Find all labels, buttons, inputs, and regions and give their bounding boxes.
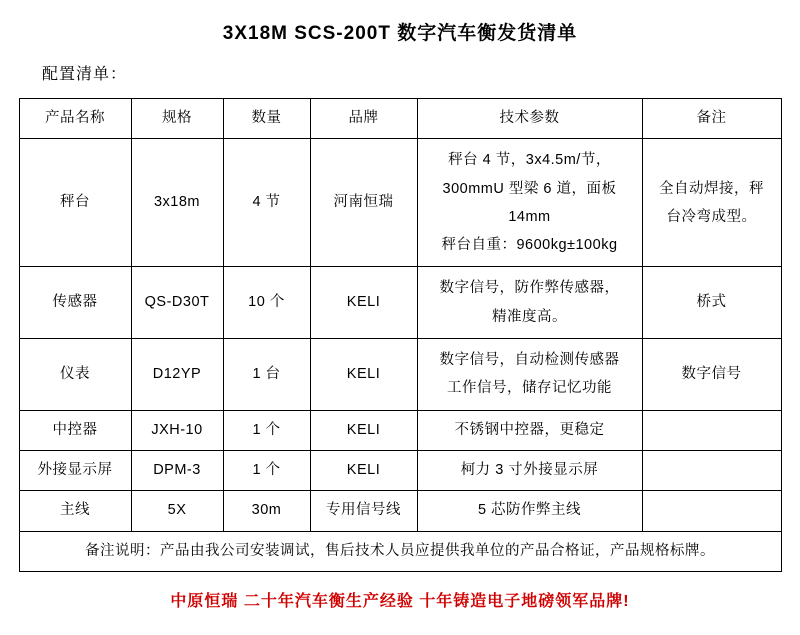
cell-brand: KELI [310, 450, 417, 490]
cell-brand: KELI [310, 338, 417, 410]
cell-brand: 专用信号线 [310, 491, 417, 531]
cell-brand: KELI [310, 267, 417, 339]
tech-line: 数字信号，防作弊传感器， [439, 280, 620, 297]
cell-brand: KELI [310, 410, 417, 450]
cell-product-name: 主线 [19, 491, 131, 531]
tech-line: 秤台自重：9600kg±100kg [441, 237, 618, 254]
column-header-remark: 备注 [642, 99, 781, 139]
cell-tech-params: 柯力 3 寸外接显示屏 [417, 450, 642, 490]
specification-table [19, 98, 782, 572]
cell-tech-params: 不锈钢中控器，更稳定 [417, 410, 642, 450]
tech-line: 秤台 4 节，3x4.5m/节， [448, 152, 611, 169]
tech-line: 数字信号，自动检测传感器 [439, 351, 620, 368]
column-header-brand: 品牌 [310, 99, 417, 139]
cell-product-name: 外接显示屏 [19, 450, 131, 490]
cell-product-name: 仪表 [19, 338, 131, 410]
column-header-quantity: 数量 [223, 99, 310, 139]
cell-product-name: 传感器 [19, 267, 131, 339]
cell-quantity: 30m [223, 491, 310, 531]
tech-line: 精准度高。 [492, 308, 567, 325]
config-list-label: 配置清单： [42, 66, 128, 83]
cell-spec: QS-D30T [131, 267, 223, 339]
footer-slogan: 中原恒瑞 二十年汽车衡生产经验 十年铸造电子地磅领军品牌! [170, 593, 630, 610]
table-row [19, 491, 781, 531]
tech-line: 300mmU 型梁 6 道，面板 14mm [442, 180, 617, 225]
table-remark-row [19, 531, 781, 571]
table-row [19, 139, 781, 267]
cell-remark [642, 450, 781, 490]
cell-quantity: 1 台 [223, 338, 310, 410]
cell-quantity: 10 个 [223, 267, 310, 339]
table-row [19, 410, 781, 450]
cell-spec: JXH-10 [131, 410, 223, 450]
column-header-product-name: 产品名称 [19, 99, 131, 139]
remark-note: 备注说明：产品由我公司安装调试，售后技术人员应提供我单位的产品合格证，产品规格标牌。 [19, 531, 781, 571]
cell-tech-params [417, 338, 642, 410]
cell-product-name: 秤台 [19, 139, 131, 267]
table-row [19, 267, 781, 339]
remark-line: 全自动焊接，秤 [659, 180, 764, 197]
cell-quantity: 4 节 [223, 139, 310, 267]
cell-remark [642, 410, 781, 450]
cell-tech-params [417, 267, 642, 339]
cell-spec: D12YP [131, 338, 223, 410]
cell-remark: 数字信号 [642, 338, 781, 410]
cell-tech-params [417, 139, 642, 267]
column-header-tech-params: 技术参数 [417, 99, 642, 139]
cell-brand: 河南恒瑞 [310, 139, 417, 267]
cell-remark [642, 139, 781, 267]
cell-quantity: 1 个 [223, 410, 310, 450]
cell-remark: 桥式 [642, 267, 781, 339]
page-title: 3X18M SCS-200T 数字汽车衡发货清单 [222, 23, 578, 44]
column-header-spec: 规格 [131, 99, 223, 139]
cell-remark [642, 491, 781, 531]
table-row [19, 338, 781, 410]
table-header-row [19, 99, 781, 139]
cell-quantity: 1 个 [223, 450, 310, 490]
tech-line: 工作信号，储存记忆功能 [447, 380, 612, 397]
cell-product-name: 中控器 [19, 410, 131, 450]
cell-spec: 5X [131, 491, 223, 531]
cell-tech-params: 5 芯防作弊主线 [417, 491, 642, 531]
remark-line: 台冷弯成型。 [666, 208, 757, 225]
cell-spec: 3x18m [131, 139, 223, 267]
table-row [19, 450, 781, 490]
cell-spec: DPM-3 [131, 450, 223, 490]
